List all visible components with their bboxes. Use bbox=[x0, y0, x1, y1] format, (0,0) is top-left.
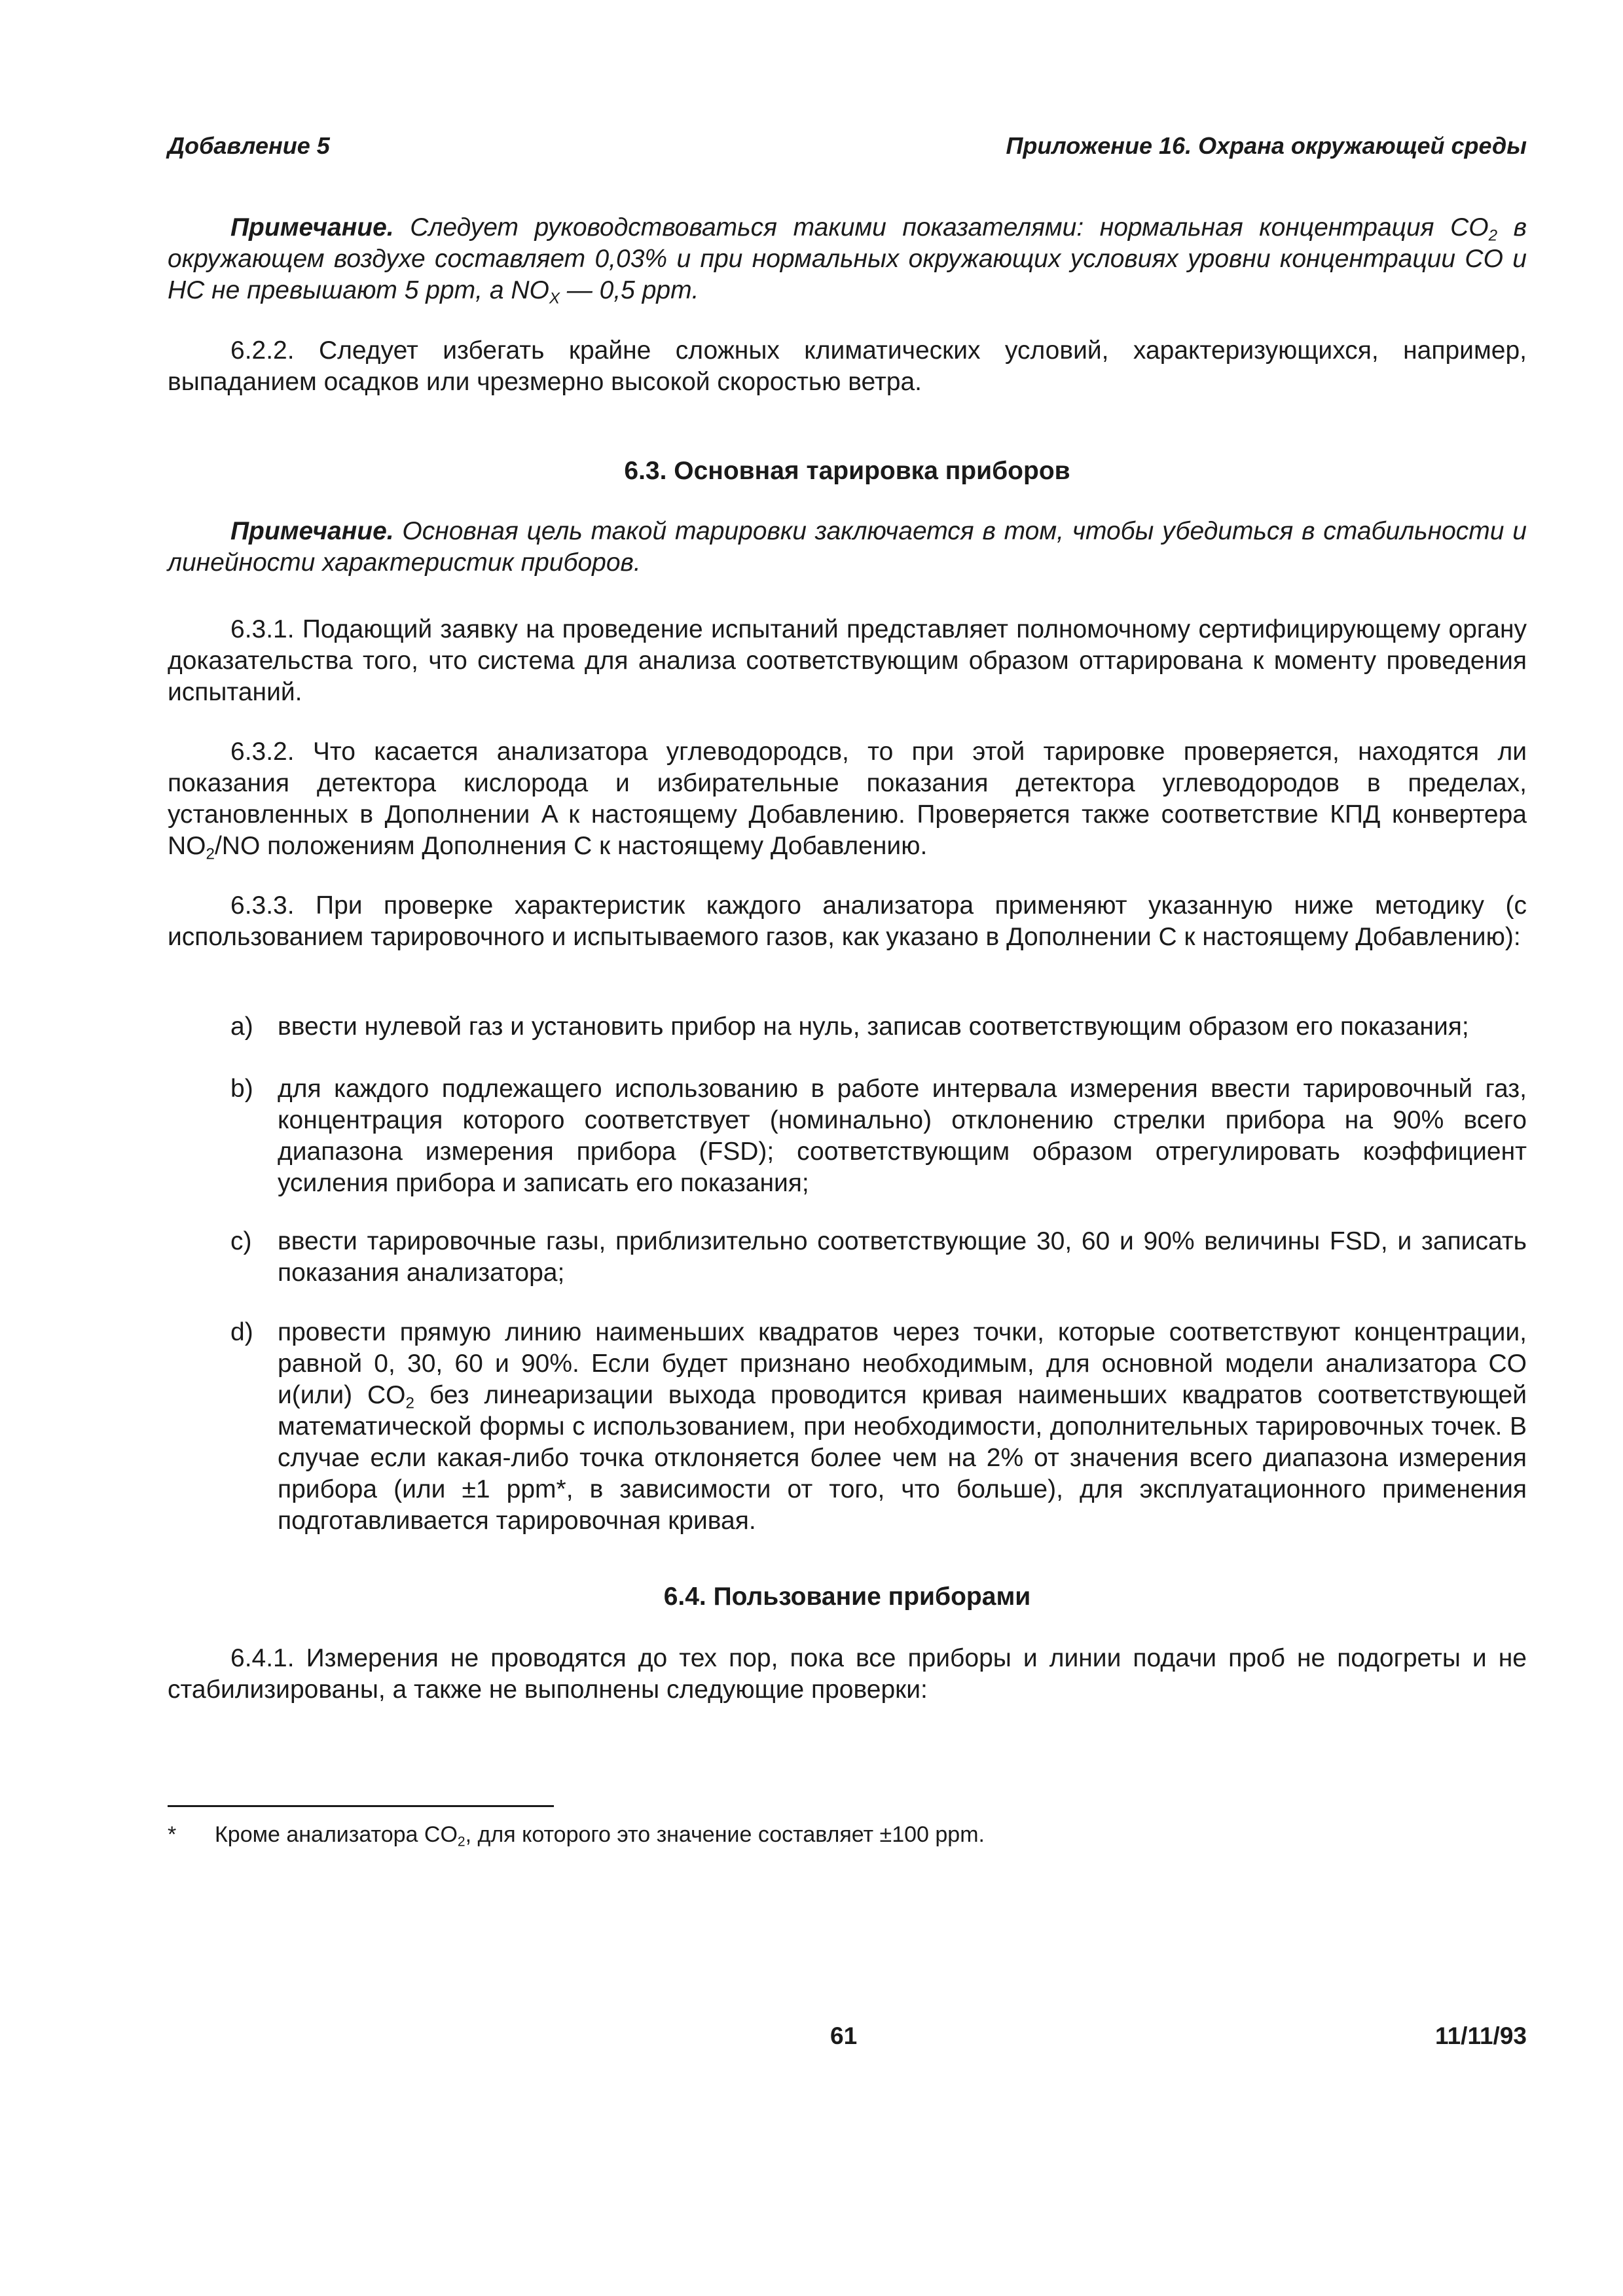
note-text-2: в окружающем воздухе составляет 0,03% и при нормальных окружающих условиях уровни концентрации CO и HC не превышают 5 ppm, а NO bbox=[168, 213, 1527, 304]
paragraph-6-4-1: 6.4.1. Измерения не проводятся до тех пор, пока все приборы и линии подачи проб не подогреты и не стабилизированы, а также не выполнены следующие проверки: bbox=[168, 1644, 1527, 1704]
section-heading-6-3: 6.3. Основная тарировка приборов bbox=[624, 457, 1070, 485]
note-label: Примечание. bbox=[230, 517, 394, 545]
list-label: a) bbox=[230, 1013, 253, 1041]
item-d-sub: 2 bbox=[405, 1394, 414, 1412]
paragraph-6-2-2: 6.2.2. Следует избегать крайне сложных климатических условий, характеризующихся, например, выпаданием осадков или чрезмерно высокой скоростью ветра. bbox=[168, 336, 1527, 396]
note-text-1: Следует руководствоваться такими показателями: нормальная концентрация CO bbox=[393, 213, 1489, 242]
item-d-text-1: провести прямую линию наименьших квадратов через точки, которые соответствуют концентрации, равной 0, 30, 60 и 90%. Если будет признано необходимым, для основной модели анализатора CO и(или) CO bbox=[278, 1318, 1527, 1409]
note-sub-1: 2 bbox=[1488, 226, 1498, 245]
list-label: c) bbox=[230, 1227, 252, 1255]
p632-text-2: /NO положениям Дополнения C к настоящему Добавлению. bbox=[214, 832, 928, 860]
footnote-separator bbox=[168, 1805, 554, 1807]
footnote-sub: 2 bbox=[457, 1834, 465, 1850]
note-calibration bbox=[168, 516, 1527, 579]
footnote-text bbox=[215, 1822, 1527, 1848]
list-label: b) bbox=[230, 1075, 253, 1103]
list-text: для каждого подлежащего использованию в работе интервала измерения ввести тарировочный газ, концентрация которого соответствует (номинально) отклонению стрелки прибора на 90% всего диапазона измерения прибора (FSD); соответствующим образом отрегулировать коэффициент усиления прибора и записать его показания; bbox=[278, 1075, 1527, 1197]
p632-sub: 2 bbox=[206, 845, 215, 863]
list-item-b bbox=[230, 1073, 1527, 1199]
list-item-a bbox=[230, 1011, 1527, 1043]
footnote-text-1: Кроме анализатора CO bbox=[215, 1822, 458, 1847]
page-number: 61 bbox=[830, 2022, 858, 2049]
paragraph-6-3-2 bbox=[168, 736, 1527, 862]
item-d-text-2: без линеаризации выхода проводится кривая наименьших квадратов соответствующей математической формы с использованием, при необходимости, дополнительных тарировочных точек. В случае если какая-либо точка отклоняется более чем на 2% от значения всего диапазона измерения прибора (или ±1 ppm*, в зависимости от того, что больше), для эксплуатационного применения подготавливается тарировочная кривая. bbox=[278, 1381, 1527, 1535]
running-header-right: Приложение 16. Охрана окружающей среды bbox=[1006, 132, 1527, 159]
footnote-mark: * bbox=[168, 1822, 177, 1847]
note-label: Примечание. bbox=[230, 213, 394, 242]
list-text: ввести нулевой газ и установить прибор на нуль, записав соответствующим образом его показания; bbox=[278, 1013, 1469, 1041]
footnote-text-2: , для которого это значение составляет ±100 ppm. bbox=[465, 1822, 985, 1847]
list-item-d bbox=[230, 1317, 1527, 1537]
paragraph-6-3-3: 6.3.3. При проверке характеристик каждого анализатора применяют указанную ниже методику (с использованием тарировочного и испытываемого газов, как указано в Дополнении C к настоящему Добавлению): bbox=[168, 891, 1527, 951]
p632-text-1: 6.3.2. Что касается анализатора углеводородсв, то при этой тарировке проверяется, находятся ли показания детектора кислорода и избирательные показания детектора углеводородов в пределах, установленных в Дополнении A к настоящему Добавлению. Проверяется также соответствие КПД конвертера NO bbox=[168, 738, 1527, 860]
note-sub-2: X bbox=[549, 289, 560, 308]
section-heading-6-4: 6.4. Пользование приборами bbox=[663, 1583, 1031, 1611]
list-label: d) bbox=[230, 1318, 253, 1346]
page-date: 11/11/93 bbox=[1435, 2022, 1527, 2049]
list-text: ввести тарировочные газы, приблизительно соответствующие 30, 60 и 90% величины FSD, и записать показания анализатора; bbox=[278, 1227, 1527, 1287]
note-text: Основная цель такой тарировки заключается в том, чтобы убедиться в стабильности и линейности характеристик приборов. bbox=[168, 517, 1527, 577]
note-text-3: — 0,5 ppm. bbox=[559, 276, 699, 304]
note-co2 bbox=[168, 212, 1527, 306]
paragraph-6-3-1: 6.3.1. Подающий заявку на проведение испытаний представляет полномочному сертифицирующему органу доказательства того, что система для анализа соответствующим образом оттарирована к моменту проведения испытаний. bbox=[168, 615, 1527, 706]
list-item-c bbox=[230, 1226, 1527, 1289]
list-text bbox=[278, 1317, 1527, 1537]
running-header-left: Добавление 5 bbox=[168, 132, 330, 159]
footnote bbox=[168, 1822, 1527, 1848]
